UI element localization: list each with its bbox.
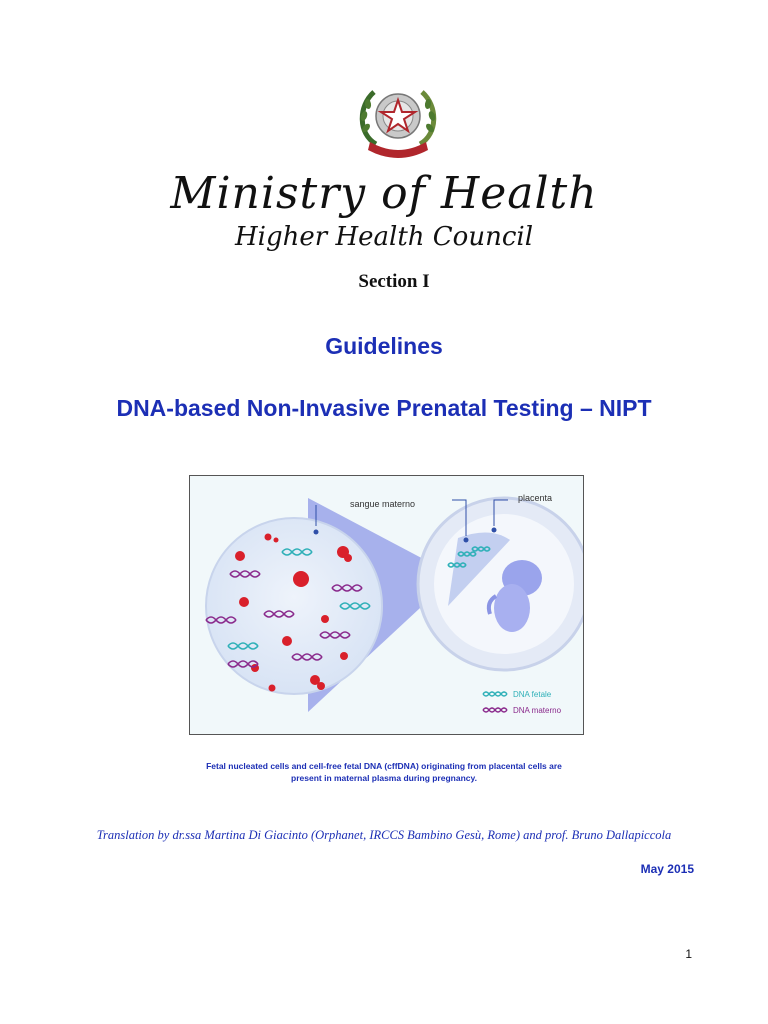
italian-republic-emblem	[336, 78, 460, 162]
translation-credit: Translation by dr.ssa Martina Di Giacinto (Orphanet, IRCCS Bambino Gesù, Rome) and prof. Bruno Dallapiccola	[96, 828, 672, 842]
page-number: 1	[685, 947, 692, 961]
caption-line-1: Fetal nucleated cells and cell-free fetal DNA (cffDNA) originating from placental cells are	[206, 761, 562, 771]
nipt-illustration	[189, 475, 584, 735]
caption-line-2: present in maternal plasma during pregnancy.	[291, 773, 477, 783]
ministry-title: Ministry of Health	[170, 168, 598, 219]
label-sangue-materno: sangue materno	[350, 499, 416, 509]
section-heading: Section I	[358, 271, 430, 292]
legend-dna-materno: DNA materno	[513, 706, 562, 715]
legend-dna-fetale: DNA fetale	[513, 690, 552, 699]
document-title: DNA-based Non-Invasive Prenatal Testing – NIPT	[116, 395, 652, 421]
publication-date: May 2015	[640, 862, 694, 876]
label-placenta: placenta	[518, 493, 553, 503]
council-subtitle: Higher Health Council	[234, 222, 534, 252]
figure-caption	[150, 760, 618, 784]
guidelines-heading: Guidelines	[325, 333, 443, 359]
